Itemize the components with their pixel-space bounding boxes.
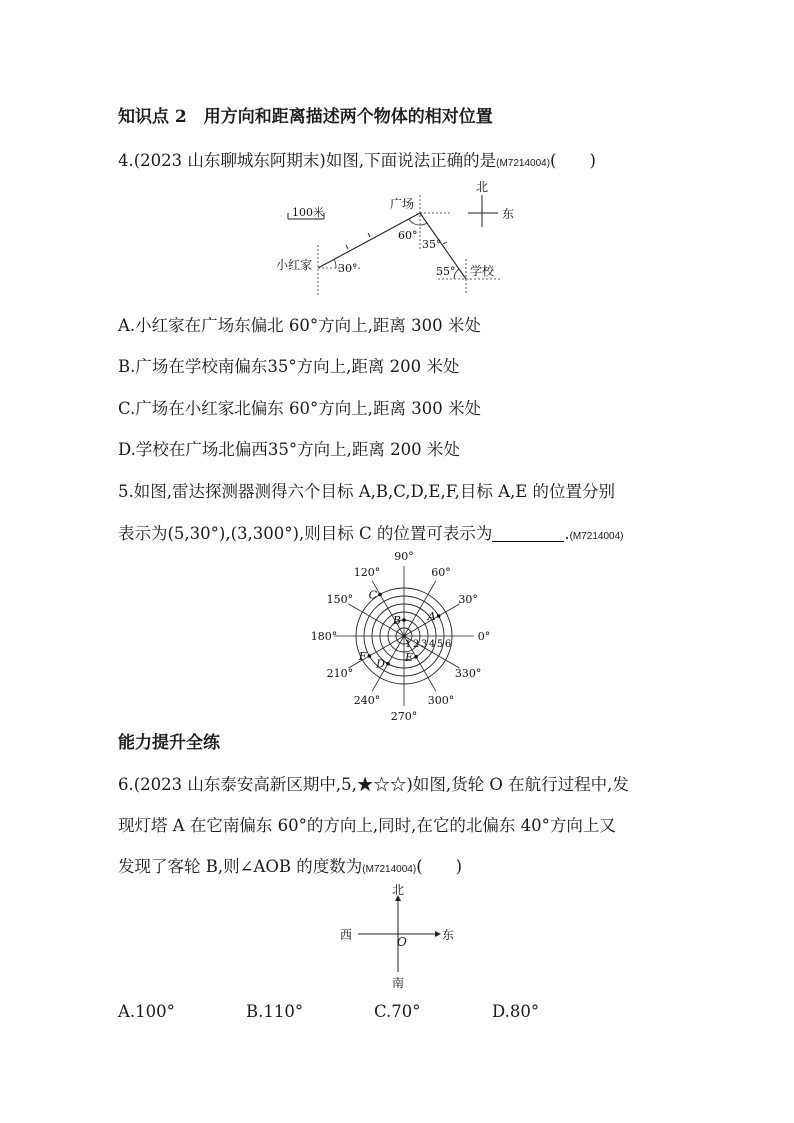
radar-angle-label: 300° [427,694,455,708]
question-6-line3-text: 发现了客轮 B,则∠AOB 的度数为 [118,857,363,876]
question-4-text: 4.(2023 山东聊城东阿期末)如图,下面说法正确的是 [118,151,497,170]
question-6-paren: ( ) [416,857,463,876]
angle-plaza-35-label: 35° [422,238,442,251]
radar-target-point-A [437,614,441,618]
radar-target-point-F [368,654,372,658]
question-4-code: (M7214004) [496,158,551,169]
radar-target-E: E [404,650,413,664]
home-label: 小红家 [276,258,313,272]
radar-angle-label: 330° [454,667,482,680]
q6-option-a: A.100° [118,1002,175,1021]
q6-south-label: 南 [392,976,405,990]
radar-target-point-D [386,662,390,666]
question-5-line2 [118,523,624,548]
radar-target-point-B [402,618,406,622]
section-title: 知识点 2 用方向和距离描述两个物体的相对位置 [118,107,493,127]
radar-target-point-E [414,655,418,659]
section2-title: 能力提升全练 [118,733,220,753]
radar-ring-label: 6 [444,639,452,650]
q6-origin-label: O [397,935,407,949]
radar-angle-label: 150° [326,593,354,606]
question-5-line2-text: 表示为(5,30°),(3,300°),则目标 C 的位置可表示为 [118,524,493,543]
radar-angle-label: 90° [394,550,414,563]
q6-east-label: 东 [442,928,455,942]
radar-angle-label: 120° [353,565,381,579]
q4-option-d: D.学校在广场北偏西35°方向上,距离 200 米处 [118,440,460,459]
plaza-label: 广场 [390,197,415,211]
q6-north-label: 北 [392,883,405,897]
north-label: 北 [476,180,489,194]
question-6-line2: 现灯塔 A 在它南偏东 60°的方向上,同时,在它的北偏东 40°方向上又 [118,816,616,835]
q6-west-label: 西 [340,928,353,942]
radar-target-B: B [392,614,401,627]
east-label: 东 [502,207,515,221]
radar-angle-label: 180° [310,630,338,643]
radar-ring-label: 3 [420,639,428,650]
q4-option-c: C.广场在小红家北偏东 60°方向上,距离 300 米处 [118,399,481,418]
q6-option-b: B.110° [246,1002,304,1021]
radar-angle-label: 60° [431,565,451,579]
q6-option-d: D.80° [492,1002,540,1021]
q4-option-a: A.小红家在广场东偏北 60°方向上,距离 300 米处 [118,316,481,335]
radar-target-C: C [368,588,377,602]
question-6-line1: 6.(2023 山东泰安高新区期中,5,★☆☆)如图,货轮 O 在航行过程中,发 [118,775,629,794]
radar-angle-label: 0° [477,630,491,643]
question-5-code: (M7214004) [569,531,624,542]
radar-target-A: A [427,610,436,623]
radar-ray-60 [404,581,436,636]
angle-plaza-60-label: 60° [398,229,418,242]
answer-blank[interactable] [492,525,564,542]
radar-figure [0,550,794,730]
radar-angle-label: 30° [458,593,478,606]
q6-option-c: C.70° [374,1002,421,1021]
question-5-line1: 5.如图,雷达探测器测得六个目标 A,B,C,D,E,F,目标 A,E 的位置分别 [118,482,616,501]
radar-target-point-C [378,593,382,597]
angle-home-label: 30° [338,262,358,275]
radar-ring-label: 1 [404,639,412,650]
question-6-line3 [118,856,462,881]
radar-ring-label: 4 [428,639,436,650]
q4-option-b: B.广场在学校南偏东35°方向上,距离 200 米处 [118,357,460,376]
question-5-period: . [564,524,570,543]
question-4-paren: ( ) [550,151,596,170]
question-6-code: (M7214004) [362,864,417,875]
scale-label: 100米 [292,206,324,219]
angle-school-label: 55° [436,265,456,278]
radar-angle-label: 240° [353,694,381,708]
question-4-figure [0,175,794,295]
question-4-stem [118,150,596,175]
radar-ring-label: 2 [412,639,420,650]
radar-target-D: D [376,657,385,671]
question-6-figure [0,882,794,992]
radar-angle-label: 210° [326,667,354,680]
radar-ring-label: 5 [436,639,444,650]
radar-angle-label: 270° [390,710,418,723]
radar-target-F: F [358,650,367,663]
school-label: 学校 [470,264,495,278]
